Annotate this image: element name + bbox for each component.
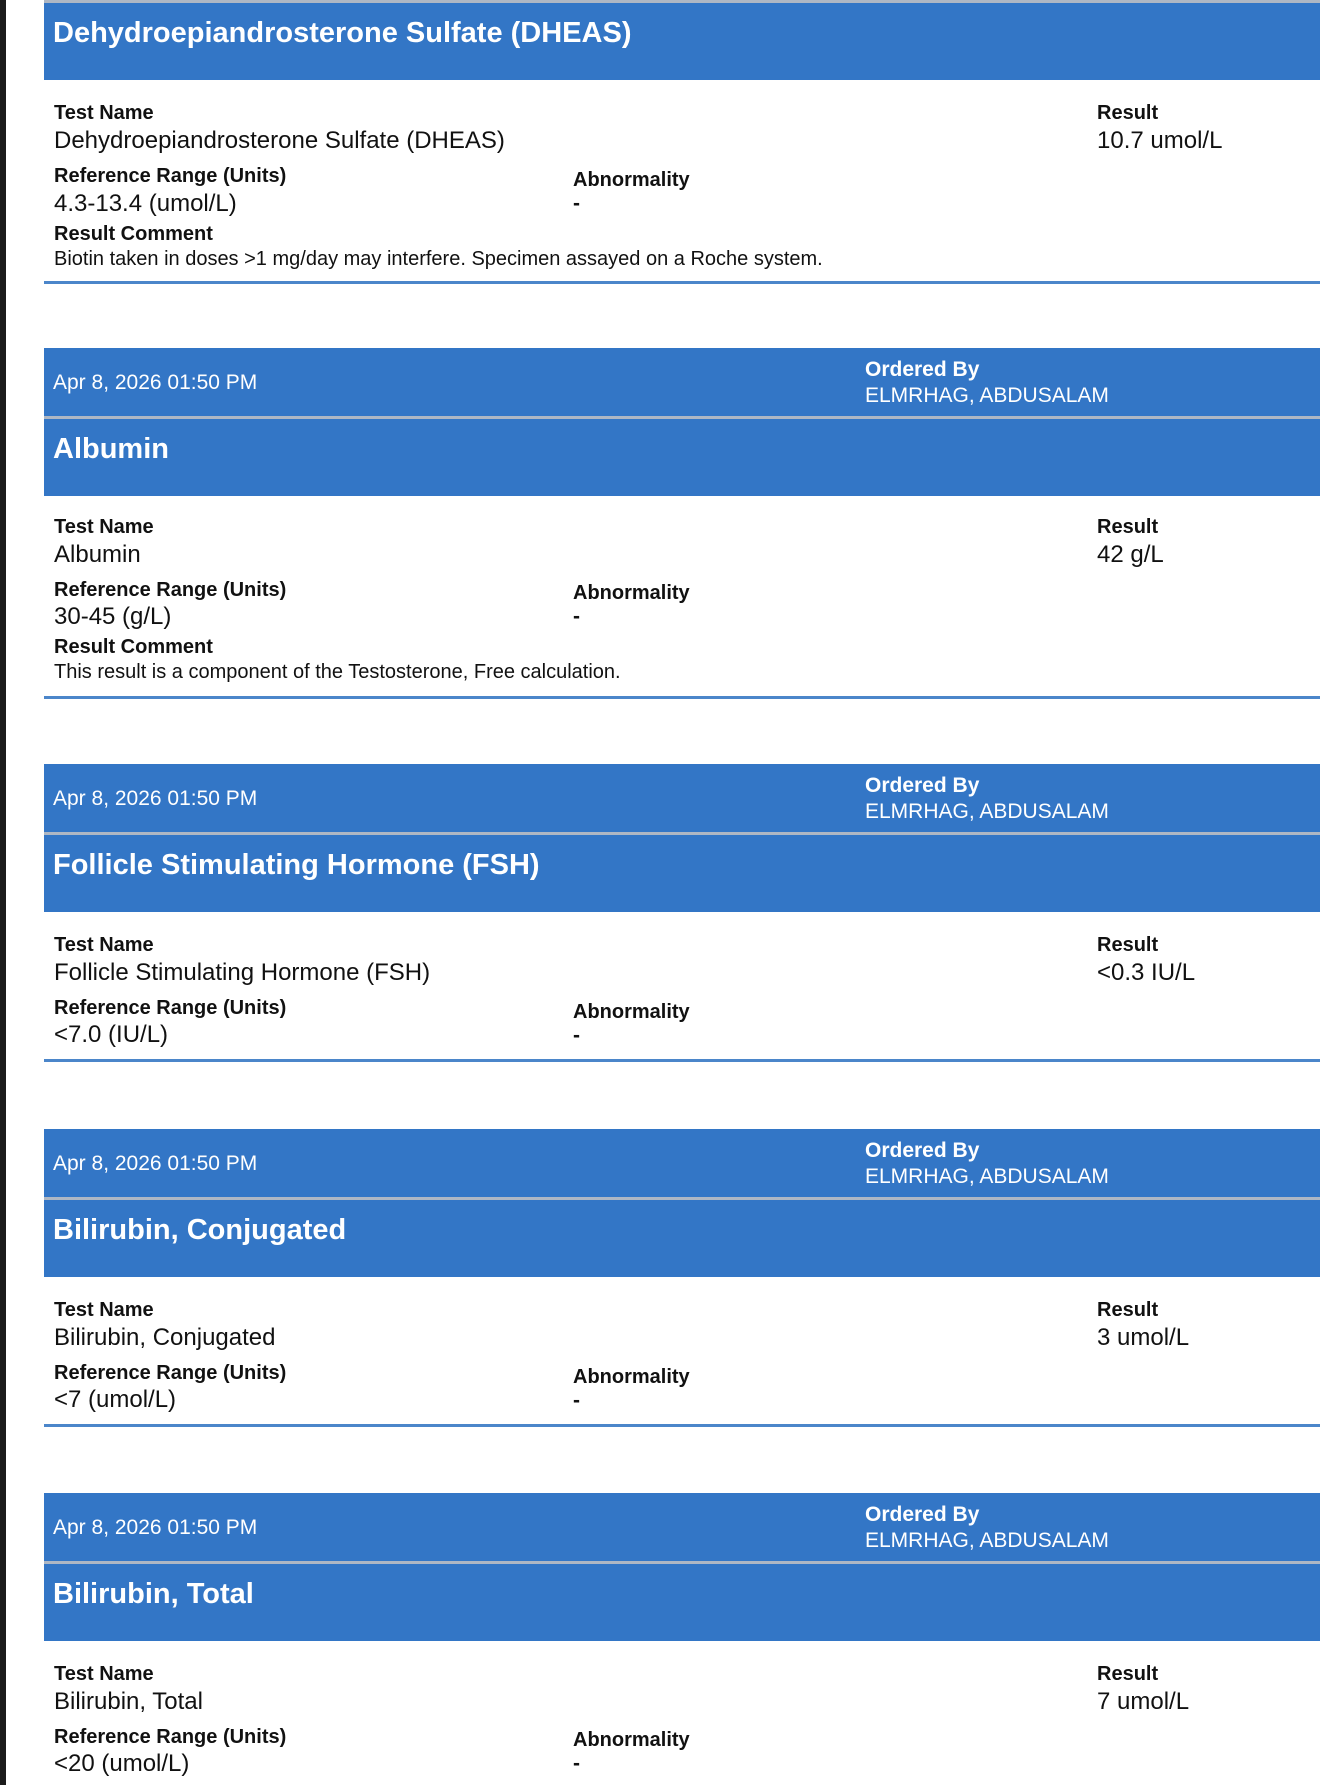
test-name-label: Test Name: [54, 934, 154, 956]
result-value: 42 g/L: [1097, 541, 1164, 568]
test-name-label: Test Name: [54, 516, 154, 538]
result-label: Result: [1097, 1663, 1159, 1685]
result-label: Result: [1097, 516, 1159, 538]
reference-range-label: Reference Range (Units): [54, 997, 287, 1019]
order-date: Apr 8, 2026 01:50 PM: [53, 371, 258, 394]
order-date: Apr 8, 2026 01:50 PM: [53, 787, 258, 810]
reference-range-label: Reference Range (Units): [54, 1362, 287, 1384]
test-name-label: Test Name: [54, 102, 154, 124]
test-name-label: Test Name: [54, 1663, 154, 1685]
section-title-bar: [44, 1564, 1320, 1641]
abnormality-value: -: [573, 1389, 580, 1412]
section-bottom-divider: [44, 1424, 1320, 1427]
abnormality-label: Abnormality: [573, 1001, 690, 1023]
section-bottom-divider: [44, 696, 1320, 699]
test-name-value: Dehydroepiandrosterone Sulfate (DHEAS): [54, 127, 505, 154]
reference-range-label: Reference Range (Units): [54, 579, 287, 601]
reference-range-value: <7.0 (IU/L): [54, 1021, 169, 1048]
result-details: [44, 80, 1320, 286]
section-title: Dehydroepiandrosterone Sulfate (DHEAS): [53, 17, 632, 49]
abnormality-label: Abnormality: [573, 169, 690, 191]
test-name-value: Follicle Stimulating Hormone (FSH): [54, 959, 431, 986]
ordered-by-label: Ordered By: [865, 358, 980, 381]
result-value: 7 umol/L: [1097, 1688, 1190, 1715]
abnormality-label: Abnormality: [573, 1729, 690, 1751]
result-comment-text: Biotin taken in doses >1 mg/day may interfere. Specimen assayed on a Roche system.: [54, 248, 823, 270]
lab-result-section-bilirubin-conjugated: [44, 1129, 1320, 1429]
reference-range-label: Reference Range (Units): [54, 1726, 287, 1748]
section-bottom-divider: [44, 281, 1320, 284]
abnormality-label: Abnormality: [573, 582, 690, 604]
ordered-by-value: ELMRHAG, ABDUSALAM: [865, 1529, 1109, 1552]
result-details: [44, 912, 1320, 1058]
lab-results-document: [44, 0, 1320, 1785]
lab-result-section-bilirubin-total: [44, 1493, 1320, 1785]
result-label: Result: [1097, 102, 1159, 124]
test-name-value: Bilirubin, Conjugated: [54, 1324, 276, 1351]
result-value: 3 umol/L: [1097, 1324, 1190, 1351]
order-meta-bar: [44, 1493, 1320, 1561]
abnormality-value: -: [573, 1024, 580, 1047]
ordered-by-value: ELMRHAG, ABDUSALAM: [865, 1165, 1109, 1188]
abnormality-value: -: [573, 192, 580, 215]
ordered-by-value: ELMRHAG, ABDUSALAM: [865, 800, 1109, 823]
result-label: Result: [1097, 1299, 1159, 1321]
result-value: 10.7 umol/L: [1097, 127, 1223, 154]
result-details: [44, 1641, 1320, 1785]
ordered-by-label: Ordered By: [865, 1139, 980, 1162]
section-title-bar: [44, 835, 1320, 912]
ordered-by-label: Ordered By: [865, 1503, 980, 1526]
ordered-by-label: Ordered By: [865, 774, 980, 797]
abnormality-value: -: [573, 1752, 580, 1775]
section-bottom-divider: [44, 1059, 1320, 1062]
order-meta-bar: [44, 1129, 1320, 1197]
section-title-bar: [44, 419, 1320, 496]
result-comment-text: This result is a component of the Testosterone, Free calculation.: [54, 661, 621, 683]
section-title-bar: [44, 1200, 1320, 1277]
lab-result-section-albumin: [44, 348, 1320, 703]
reference-range-value: 30-45 (g/L): [54, 603, 172, 630]
section-title: Albumin: [53, 433, 169, 465]
lab-result-section-dheas: [44, 0, 1320, 290]
result-value: <0.3 IU/L: [1097, 959, 1196, 986]
section-title: Bilirubin, Conjugated: [53, 1214, 347, 1246]
result-comment-label: Result Comment: [54, 636, 213, 658]
reference-range-value: 4.3-13.4 (umol/L): [54, 190, 237, 217]
section-title: Follicle Stimulating Hormone (FSH): [53, 849, 540, 881]
section-title-bar: [44, 3, 1320, 80]
test-name-value: Bilirubin, Total: [54, 1688, 203, 1715]
test-name-value: Albumin: [54, 541, 141, 568]
result-details: [44, 1277, 1320, 1423]
ordered-by-value: ELMRHAG, ABDUSALAM: [865, 384, 1109, 407]
abnormality-label: Abnormality: [573, 1366, 690, 1388]
order-meta-bar: [44, 348, 1320, 416]
result-details: [44, 496, 1320, 694]
result-comment-label: Result Comment: [54, 223, 213, 245]
lab-result-section-fsh: [44, 764, 1320, 1064]
order-date: Apr 8, 2026 01:50 PM: [53, 1516, 258, 1539]
reference-range-value: <20 (umol/L): [54, 1750, 190, 1777]
abnormality-value: -: [573, 605, 580, 628]
order-date: Apr 8, 2026 01:50 PM: [53, 1152, 258, 1175]
order-meta-bar: [44, 764, 1320, 832]
result-label: Result: [1097, 934, 1159, 956]
test-name-label: Test Name: [54, 1299, 154, 1321]
section-title: Bilirubin, Total: [53, 1578, 254, 1610]
left-page-edge: [0, 0, 6, 1785]
reference-range-label: Reference Range (Units): [54, 165, 287, 187]
reference-range-value: <7 (umol/L): [54, 1386, 177, 1413]
